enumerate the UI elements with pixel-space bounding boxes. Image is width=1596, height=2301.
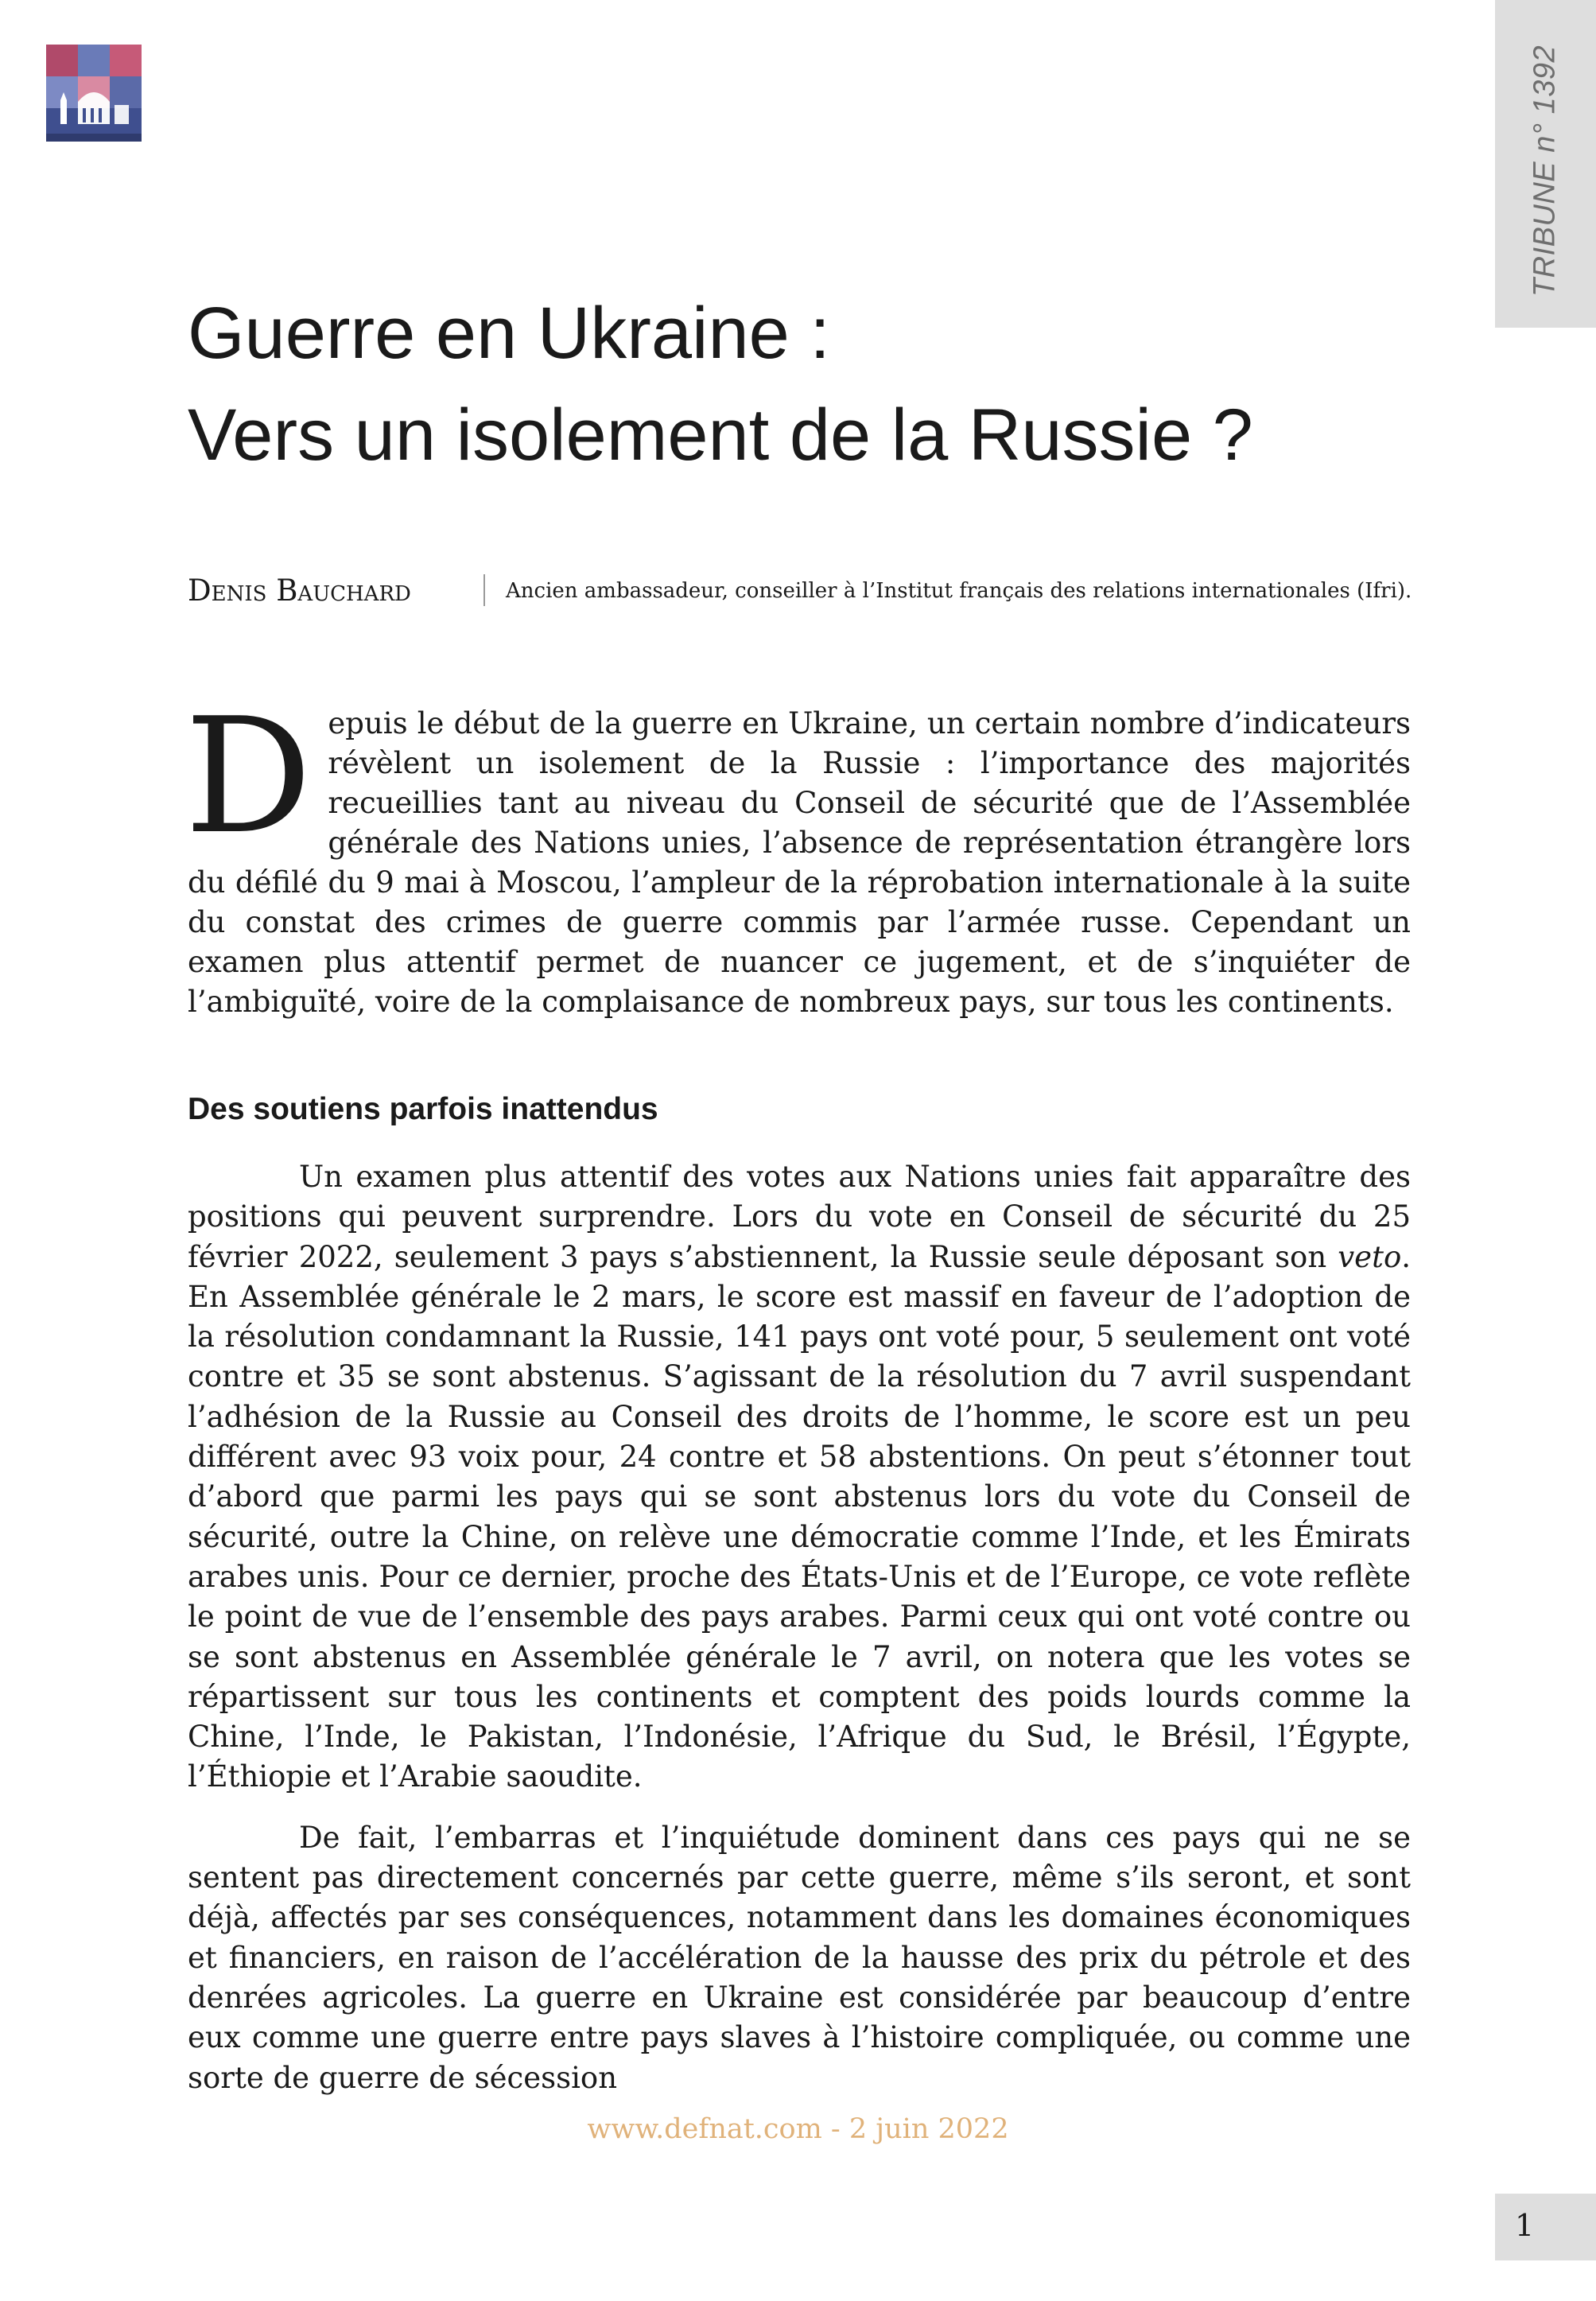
body-paragraph — [188, 1818, 1411, 2098]
author-separator — [483, 574, 485, 606]
page-title — [188, 282, 1428, 486]
body-paragraph — [188, 1157, 1411, 1798]
intro-text: epuis le début de la guerre en Ukraine, un certain nombre d’indicateurs révèlent un isolement de la Russie : l’importance des majorités recueillies tant au niveau du Conseil de sécurité que de l’Assemblée générale des Nations unies, l’absence de représentation étrangère lors du défilé du 9 mai à Moscou, l’ampleur de la réprobation internationale à la suite du constat des crimes de guerre commis par l’armée russe. Cependant un examen plus attentif permet de nuancer ce jugement, et de s’inquiéter de l’ambiguïté, voire de la complaisance de nombreux pays, sur tous les continents. — [188, 706, 1411, 1019]
author-row — [188, 571, 1460, 611]
building-logo-icon — [46, 45, 142, 142]
page-number: 1 — [1515, 2208, 1535, 2243]
title-line-1: Guerre en Ukraine : — [188, 293, 830, 374]
paragraph-2-text: De fait, l’embarras et l’inquiétude dominent dans ces pays qui ne se sentent pas directement concernés par cette guerre, même s’ils seront, et sont déjà, affectés par ses conséquences, notamment dans les domaines économiques et financiers, en raison de l’accélération de la hausse des prix du pétrole et des denrées agricoles. La guerre en Ukraine est considérée par beaucoup d’entre eux comme une guerre entre pays slaves à l’histoire compliquée, ou comme une sorte de guerre de sécession — [188, 1820, 1411, 2095]
italic-veto: veto — [1338, 1239, 1402, 1274]
intro-paragraph — [184, 684, 1411, 1022]
drop-cap: D — [184, 684, 313, 869]
author-description: Ancien ambassadeur, conseiller à l’Institut français des relations internationales (Ifri). — [506, 579, 1412, 603]
article-body — [188, 1157, 1411, 2119]
paragraph-1-text-cont: . En Assemblée générale le 2 mars, le score est massif en faveur de l’adoption de la résolution condamnant la Russie, 141 pays ont voté pour, 5 seulement ont voté contre et 35 se sont abstenus. S’agissant de la résolution du 7 avril suspendant l’adhésion de la Russie au Conseil des droits de l’homme, le score est un peu différent avec 93 voix pour, 24 contre et 58 abstentions. On peut s’étonner tout d’abord que parmi les pays qui se sont abstenus lors du vote du Conseil de sécurité, outre la Chine, on relève une démocratie comme l’Inde, et les Émirats arabes unis. Pour ce dernier, proche des États-Unis et de l’Europe, ce vote reflète le point de vue de l’ensemble des pays arabes. Parmi ceux qui ont voté contre ou se sont abstenus en Assemblée générale le 7 avril, on notera que les votes se répartissent sur tous les continents et comptent des poids lourds comme la Chine, l’Inde, le Pakistan, l’Indonésie, l’Afrique du Sud, le Brésil, l’Égypte, l’Éthiopie et l’Arabie saoudite. — [188, 1239, 1411, 1794]
title-line-2: Vers un isolement de la Russie ? — [188, 395, 1253, 476]
footer-link[interactable]: www.defnat.com - 2 juin 2022 — [587, 2113, 1009, 2145]
author-name: Denis Bauchard — [188, 573, 411, 608]
series-label: TRIBUNE n° 1392 — [1528, 45, 1562, 297]
paragraph-1-text: Un examen plus attentif des votes aux Nations unies fait apparaître des positions qui peuvent surprendre. Lors du vote en Conseil de sécurité du 25 février 2022, seulement 3 pays s’abstiennent, la Russie seule déposant son — [188, 1160, 1411, 1274]
page-number-tab — [1495, 2194, 1596, 2260]
section-heading: Des soutiens parfois inattendus — [188, 1092, 658, 1126]
